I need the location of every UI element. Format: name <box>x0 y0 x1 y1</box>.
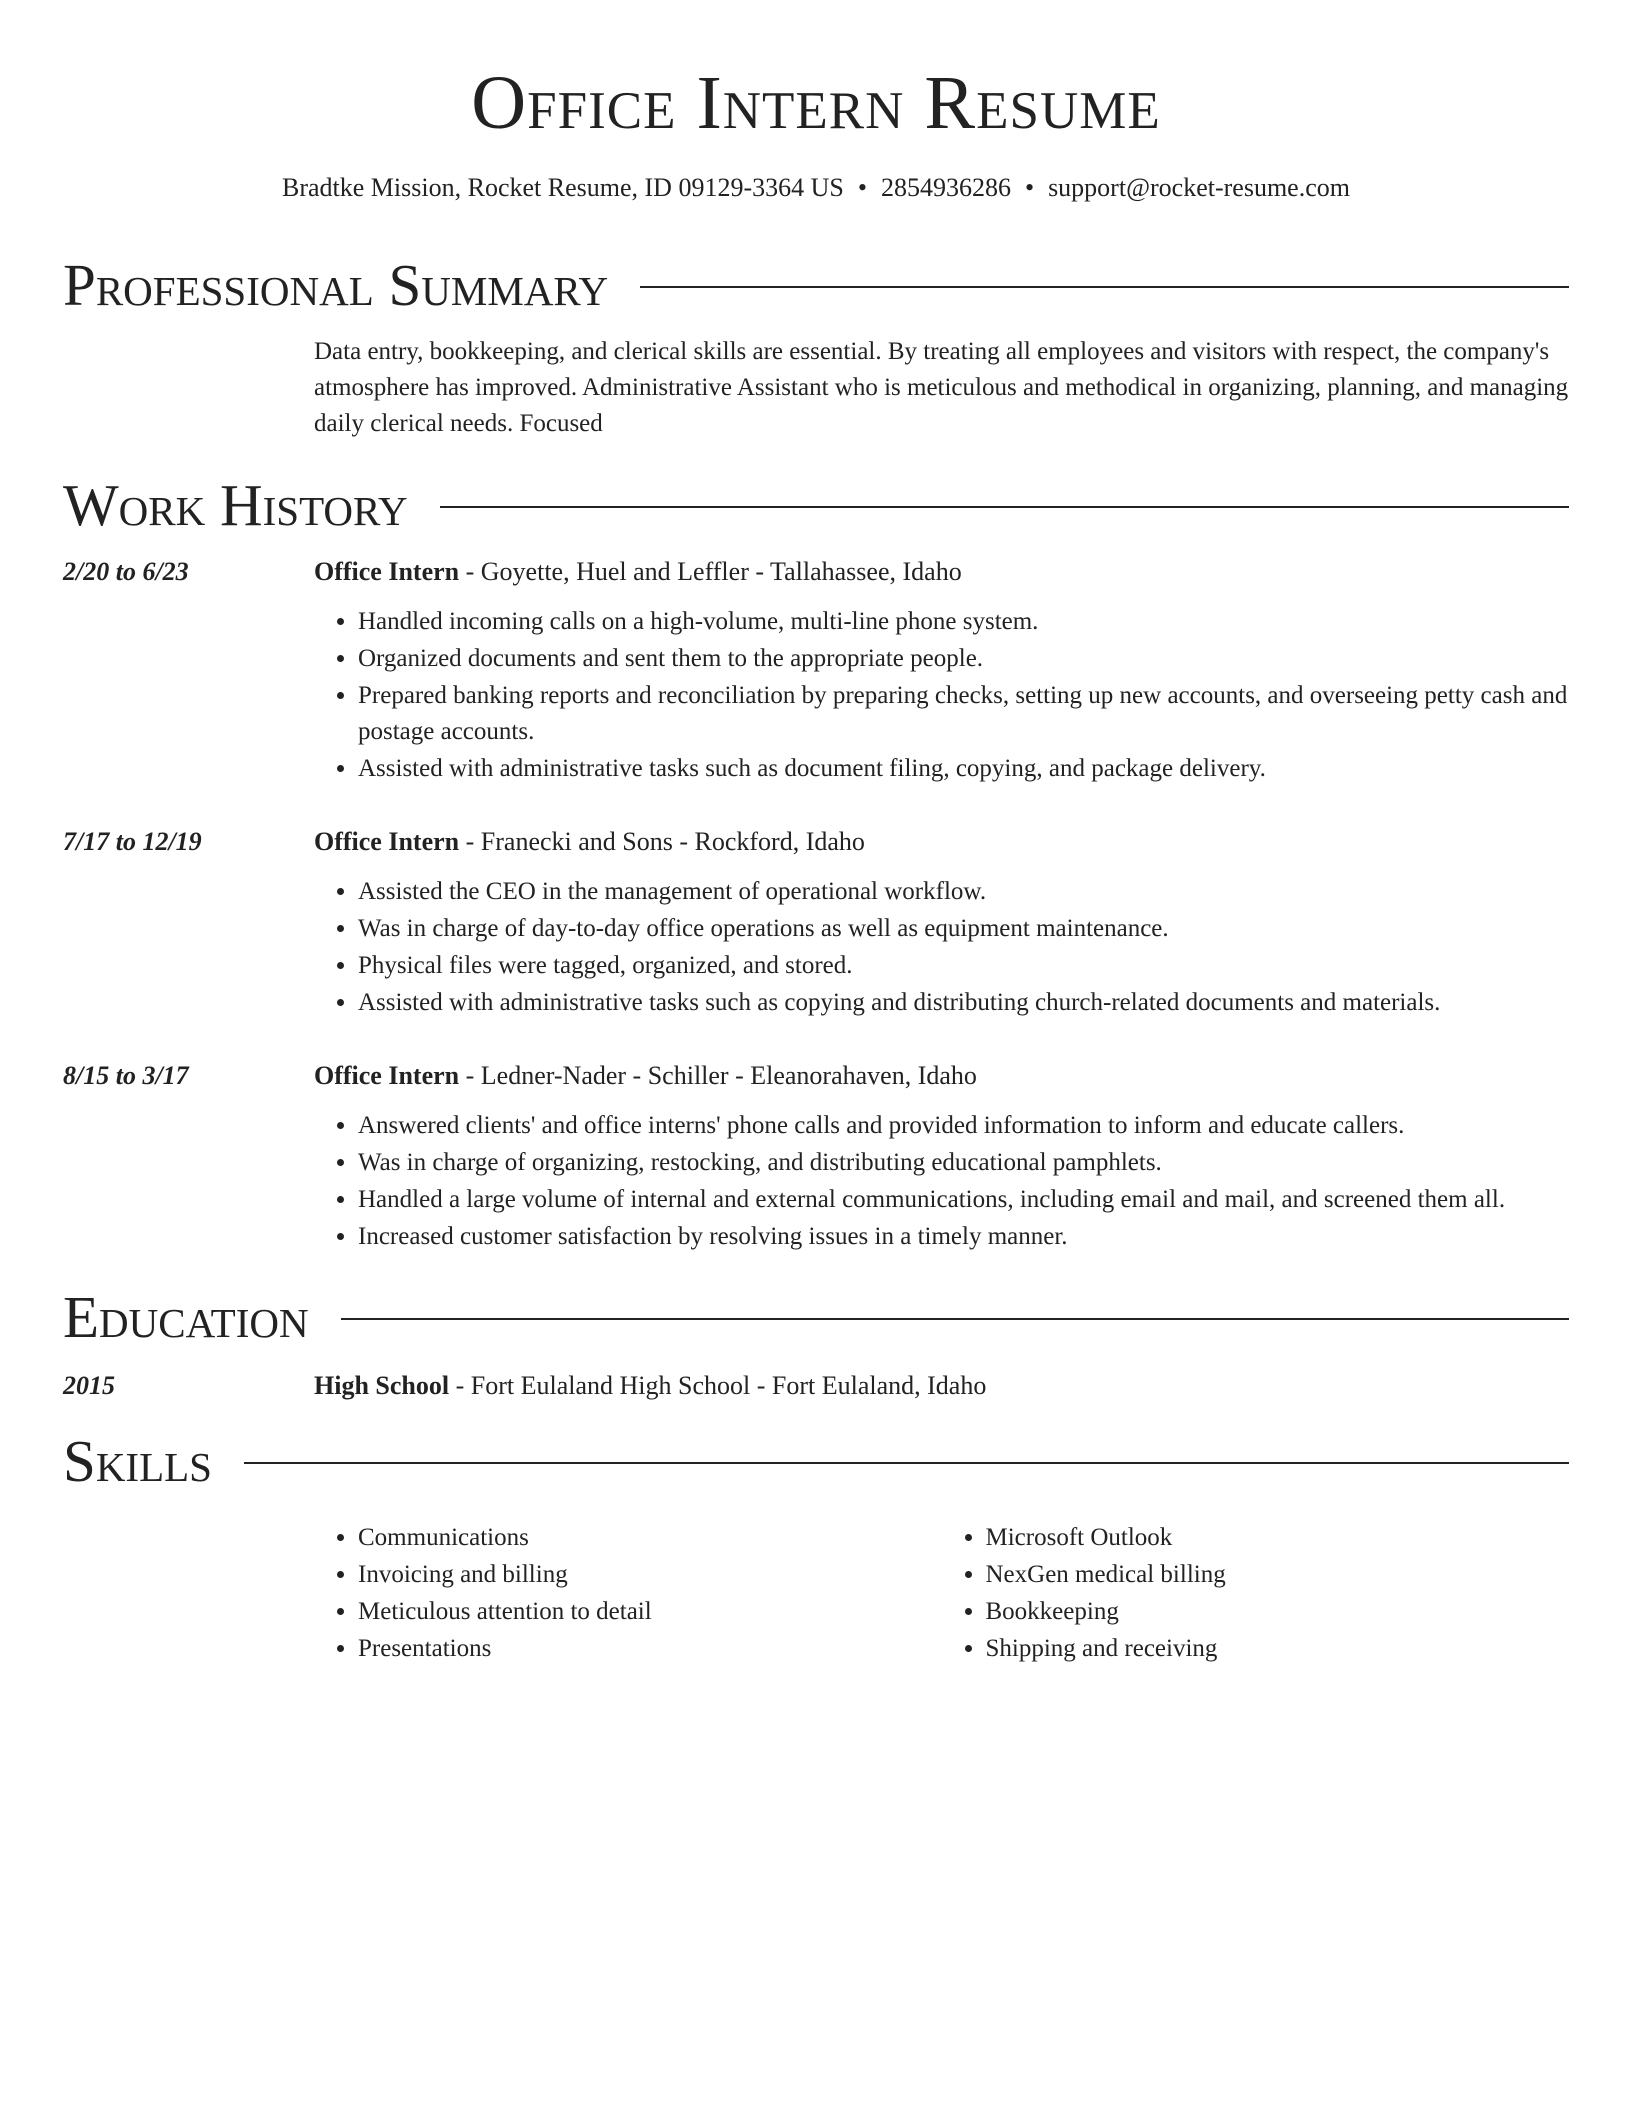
job-bullet: • Prepared banking reports and reconciliation by preparing checks, setting up new accounts, and overseeing petty cash and postage accounts. <box>358 678 1569 750</box>
job-bullets <box>314 874 1569 1021</box>
skill-item: • Presentations <box>358 1631 942 1667</box>
job-heading <box>314 554 1569 590</box>
skills-list-right <box>942 1520 1570 1668</box>
skills-spacer <box>63 1520 314 1668</box>
job-entry <box>63 824 1569 1022</box>
summary-row <box>63 334 1569 442</box>
job-bullet: • Organized documents and sent them to the appropriate people. <box>358 641 1569 677</box>
job-body <box>314 1058 1569 1256</box>
job-bullet: • Handled incoming calls on a high-volume, multi-line phone system. <box>358 604 1569 640</box>
summary-section-header <box>63 250 1569 320</box>
contact-email: support@rocket-resume.com <box>1048 173 1350 202</box>
job-bullet: • Was in charge of day-to-day office operations as well as equipment maintenance. <box>358 911 1569 947</box>
job-heading <box>314 824 1569 860</box>
job-dates: 7/17 to 12/19 <box>63 827 202 856</box>
summary-text: Data entry, bookkeeping, and clerical skills are essential. By treating all employees and visitors with respect, the company's atmosphere has improved. Administrative Assistant who is meticulous and methodical in organizing, planning, and managing daily clerical needs. Focused <box>314 338 1569 437</box>
skill-item: • Meticulous attention to detail <box>358 1594 942 1630</box>
skill-item: • Bookkeeping <box>986 1594 1570 1630</box>
education-section-header <box>63 1282 1569 1352</box>
job-title: Office Intern <box>314 827 460 856</box>
education-heading: Education <box>63 1284 309 1350</box>
skills-list-left <box>314 1520 942 1668</box>
summary-heading: Professional Summary <box>63 252 609 318</box>
job-entry <box>63 1058 1569 1256</box>
section-divider <box>244 1462 1569 1464</box>
job-bullet: • Answered clients' and office interns' phone calls and provided information to inform and educate callers. <box>358 1108 1569 1144</box>
job-entry <box>63 554 1569 788</box>
job-dates: 2/20 to 6/23 <box>63 557 189 586</box>
skills-grid <box>314 1520 1569 1668</box>
contact-line <box>63 172 1569 204</box>
job-details: - Goyette, Huel and Leffler - Tallahassee, Idaho <box>459 557 962 586</box>
job-body <box>314 554 1569 788</box>
section-divider <box>640 286 1569 288</box>
job-bullet: • Assisted with administrative tasks such as copying and distributing church-related documents and materials. <box>358 985 1569 1021</box>
education-degree: High School <box>314 1371 450 1400</box>
job-heading <box>314 1058 1569 1094</box>
contact-separator: • <box>1024 173 1035 202</box>
job-bullet: • Assisted the CEO in the management of operational workflow. <box>358 874 1569 910</box>
skill-item: • Invoicing and billing <box>358 1557 942 1593</box>
job-bullet: • Handled a large volume of internal and external communications, including email and mail, and screened them all. <box>358 1182 1569 1218</box>
skill-item: • Microsoft Outlook <box>986 1520 1570 1556</box>
work-section-header <box>63 470 1569 540</box>
skill-item: • NexGen medical billing <box>986 1557 1570 1593</box>
work-heading: Work History <box>63 472 408 538</box>
contact-address: Bradtke Mission, Rocket Resume, ID 09129-3364 US <box>282 173 844 202</box>
job-bullets <box>314 604 1569 787</box>
resume-title: Office Intern Resume <box>471 61 1161 145</box>
job-title: Office Intern <box>314 557 460 586</box>
education-body <box>314 1368 1569 1404</box>
section-divider <box>341 1318 1569 1320</box>
job-details: - Franecki and Sons - Rockford, Idaho <box>459 827 865 856</box>
job-bullets <box>314 1108 1569 1255</box>
job-body <box>314 824 1569 1022</box>
job-dates: 8/15 to 3/17 <box>63 1061 189 1090</box>
job-bullet: • Assisted with administrative tasks such as document filing, copying, and package delivery. <box>358 751 1569 787</box>
skills-section-header <box>63 1426 1569 1496</box>
section-divider <box>440 506 1569 508</box>
job-bullet: • Increased customer satisfaction by resolving issues in a timely manner. <box>358 1219 1569 1255</box>
summary-spacer <box>63 334 314 442</box>
skill-item: • Communications <box>358 1520 942 1556</box>
job-details: - Ledner-Nader - Schiller - Eleanorahaven, Idaho <box>459 1061 977 1090</box>
skills-row <box>63 1520 1569 1668</box>
skills-heading: Skills <box>63 1428 212 1494</box>
contact-separator: • <box>857 173 867 202</box>
job-title: Office Intern <box>314 1061 460 1090</box>
education-year: 2015 <box>63 1371 115 1400</box>
skill-item: • Shipping and receiving <box>986 1631 1570 1667</box>
job-bullet: • Physical files were tagged, organized, and stored. <box>358 948 1569 984</box>
education-details: - Fort Eulaland High School - Fort Eulaland, Idaho <box>449 1371 987 1400</box>
education-entry <box>63 1368 1569 1404</box>
contact-phone: 2854936286 <box>880 173 1011 202</box>
job-bullet: • Was in charge of organizing, restocking, and distributing educational pamphlets. <box>358 1145 1569 1181</box>
